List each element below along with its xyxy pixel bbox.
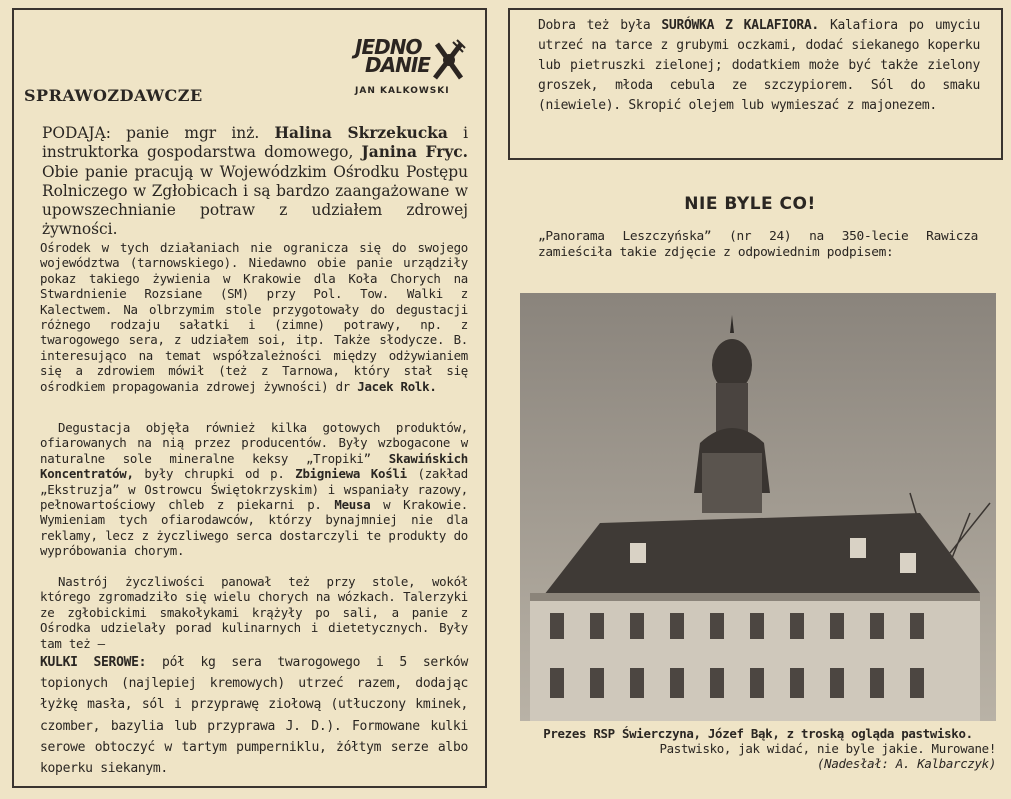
logo-brand: JEDNO DANIE bbox=[355, 35, 430, 77]
text-run: PODAJĄ: panie mgr inż. bbox=[42, 124, 275, 142]
text-run: Dobra też była bbox=[538, 18, 662, 33]
recipe-surowka bbox=[538, 16, 980, 116]
bold-run: Meusa bbox=[334, 497, 371, 513]
bold-run: KULKI SEROWE: bbox=[40, 655, 147, 670]
caption-line: Pastwisko, jak widać, nie byle jakie. Murowane! bbox=[659, 741, 996, 756]
bold-run: Janina Fryc. bbox=[361, 143, 468, 162]
text-run: były chrupki od p. bbox=[133, 466, 296, 482]
text-run: Degustacja objęła również kilka gotowych produktów, ofiarowanych na nią przez producentów. Były wzbogacone w naturalne sole mineralne keksy „Tropiki” bbox=[40, 420, 468, 466]
text-run: (zakład „Ekstruzja” w Ostrowcu Świętokrzyskim) i wspaniały razowy, pełnowartościowy chleb z piekarni p. bbox=[40, 466, 468, 513]
paragraph-3 bbox=[40, 420, 468, 559]
caption-credit: (Nadesłał: A. Kalbarczyk) bbox=[817, 756, 996, 771]
column-title: SPRAWOZDAWCZE bbox=[24, 86, 203, 105]
article-title: NIE BYLE CO! bbox=[684, 194, 816, 214]
paragraph-4 bbox=[40, 574, 468, 651]
text-run: Ośrodek w tych działaniach nie ogranicza się do swojego województwa (tarnowskiego). Niedawno obie panie urządziły pokaz takiego żywienia w Krakowie dla Koła Chorych na Stwardnienie Rozsiane (SM) przy Pol. Tow. Walki z Kalectwem. Na olbrzymim stole przygotowały do degustacji różnego rodzaju sałatki i (zimne) potrawy, np. z twarogowego sera, z udziałem soi, itp. Także słodycze. B. interesująco na temat współzależności między odżywianiem się a zdrowiem mówił (też z Tarnowa, który stał się ośrodkiem propagowania zdrowej żywności) dr bbox=[40, 240, 468, 394]
town-hall-photo bbox=[520, 293, 996, 721]
text-run: Nastrój życzliwości panował też przy stole, wokół którego zgromadziło się wielu chorych na wózkach. Talerzyki ze zgłobickimi smakołykami krążyły po sali, a panie z Ośrodka udzielały porad kulinarnych i dietetycznych. Były tam też — bbox=[40, 574, 468, 651]
text-run: Kalafiora po umyciu utrzeć na tarce z grubymi oczkami, dodać siekanego koperku lub pietruszki zielonej; dodatkiem może być także zielony groszek, młoda cebula ze szczypiorem. Sól do smaku (niewiele). Skropić olejem lub wymieszać z majonezem. bbox=[538, 18, 980, 113]
bold-run: Skawińskich Koncentratów, bbox=[40, 450, 468, 482]
bold-run: Zbigniewa Kośli bbox=[295, 466, 407, 482]
photo-caption bbox=[520, 726, 996, 771]
paragraph-2 bbox=[40, 240, 468, 394]
bold-run: SURÓWKA Z KALAFIORA. bbox=[661, 18, 819, 33]
text-run: i instruktorka gospodarstwa domowego, bbox=[42, 124, 468, 162]
text-run: Obie panie pracują w Wojewódzkim Ośrodku Postępu Rolniczego w Zgłobicach i są bardzo zaangażowane w upowszechnianie potraw z udziałem zdrowej żywności. bbox=[42, 162, 468, 239]
fork-knife-icon bbox=[431, 38, 467, 82]
text-run: pół kg sera twarogowego i 5 serków topionych (najlepiej kremowych) utrzeć razem, dodając łyżkę masła, sól i przyprawę ziołową (utłuczony kminek, czomber, bazylia lub przyprawa J. D.). Formowane kulki serowe obtoczyć w tartym pumperniklu, żółtym serze albo koperku siekanym. bbox=[40, 655, 468, 777]
article-intro: „Panorama Leszczyńska” (nr 24) na 350-lecie Rawicza zamieściła takie zdjęcie z odpowiednim podpisem: bbox=[538, 229, 978, 260]
lead-paragraph bbox=[42, 124, 468, 240]
text-run: w Krakowie. Wymieniam tych ofiarodawców, którzy bynajmniej nie dla reklamy, lecz z życzliwego serca dostarczyli te produkty do wypróbowania chorym. bbox=[40, 497, 468, 559]
paragraph-recipe-kulki bbox=[40, 652, 468, 779]
column-logo: JEDNO DANIE JAN KALKOWSKI bbox=[355, 38, 470, 100]
bold-run: Jacek Rolk. bbox=[357, 378, 437, 394]
bold-run: Halina Skrzekucka bbox=[274, 124, 448, 142]
caption-bold: Prezes RSP Świerczyna, Józef Bąk, z troską ogląda pastwisko. bbox=[543, 726, 973, 741]
